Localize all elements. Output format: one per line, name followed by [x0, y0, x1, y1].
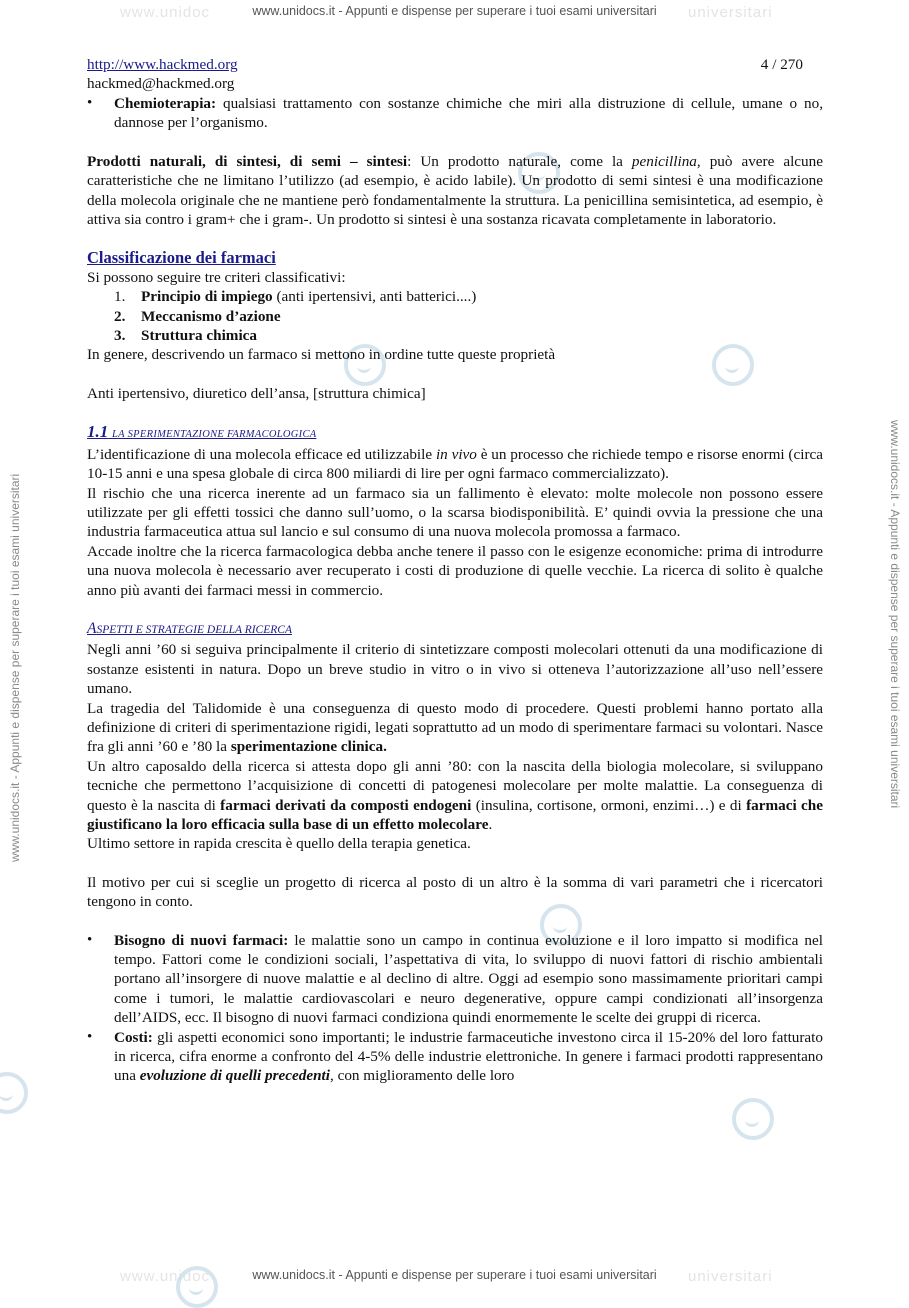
sperimentazione-paragraph-3: Accade inoltre che la ricerca farmacologica debba anche tenere il passo con le esigenze economiche: prima di introdurre una nuova molecola è necessario aver recuperato i costi di produzione di quelle vecchie. La ricerca di solito è qualche anno più avanti dei farmaci messi in commercio. — [87, 542, 823, 599]
list-item: 1. Principio di impiego (anti ipertensivi, anti batterici....) — [114, 288, 477, 306]
chemioterapia-bullet: • Chemioterapia: qualsiasi trattamento con sostanze chimiche che miri alla distruzione di cellule, umane o no, dannose per l’organismo. — [87, 94, 823, 133]
sperimentazione-paragraph-2: Il rischio che una ricerca inerente ad un farmaco sia un fallimento è elevato: molte molecole non possono essere utilizzate per gli effetti tossici che danno sull’uomo, o la scarsa biodisponibilità. E’ quindi ovvia la pressione che una industria farmaceutica attua sul lancio e sul consumo di una nuova molecola promossa a farmaco. — [87, 484, 823, 541]
top-banner: www.unidocs.it - Appunti e dispense per superare i tuoi esami universitari — [252, 4, 657, 18]
criteria-list — [87, 287, 823, 345]
classificazione-after: In genere, descrivendo un farmaco si mettono in ordine tutte queste proprietà — [87, 346, 556, 364]
aspetti-paragraph-1: Negli anni ’60 si seguiva principalmente il criterio di sintetizzare composti molecolari ottenuti da una modificazione di sostanze esistenti in natura. Dopo un breve studio in vitro o in vivo si otteneva l’autorizzazione all’uso nell’essere umano. — [87, 641, 823, 698]
bisogno-bullet: • Bisogno di nuovi farmaci: le malattie sono un campo in continua evoluzione e il loro impatto si modifica nel tempo. Fattori come le condizioni sociali, l’aspettativa di vita, lo sviluppo di nuovi fattori di rischio ambientali portano all’insorgere di nuove malattie e al declino di altre. Oggi ad esempio sono massimamente prioritari campi come i tumori, le malattie cardiovascolari e neuro degenerative, oppure campi condizionati all’insorgenza dell’AIDS, ecc. Il bisogno di nuovi farmaci condiziona quindi enormemente le scelte dei gruppi di ricerca. — [87, 931, 823, 1028]
aspetti-paragraph-3: Un altro caposaldo della ricerca si attesta dopo gli anni ’80: con la nascita della biologia molecolare, si sviluppano tecniche che permettono l’acquisizione di concetti di patogenesi molecolare per molte malattie. La conseguenza di questo è la nascita di farmaci derivati da composti endogeni (insulina, cortisone, ormoni, enzimi…) e di farmaci che giustificano la loro efficacia sulla base di un effetto molecolare. — [87, 757, 823, 833]
aspetti-paragraph-5: Il motivo per cui si sceglie un progetto di ricerca al posto di un altro è la somma di vari parametri che i ricercatori tengono in conto. — [87, 873, 823, 911]
classificazione-example: Anti ipertensivo, diuretico dell’ansa, [struttura chimica] — [87, 384, 426, 402]
classificazione-intro: Si possono seguire tre criteri classificativi: — [87, 268, 346, 286]
watermark-logo-icon — [0, 1072, 28, 1114]
watermark-logo-icon — [176, 1266, 218, 1308]
watermark-ghost-text: www.unidoc — [120, 4, 211, 21]
watermark-ghost-text: universitari — [688, 1268, 773, 1285]
watermark-ghost-text: universitari — [688, 4, 773, 21]
list-item: 3. Struttura chimica — [114, 327, 257, 345]
list-item: 2. Meccanismo d’azione — [114, 307, 281, 325]
bottom-banner: www.unidocs.it - Appunti e dispense per superare i tuoi esami universitari — [252, 1268, 657, 1282]
classificazione-heading: Classificazione dei farmaci — [87, 248, 276, 268]
aspetti-heading: ASPETTI E STRATEGIE DELLA RICERCA — [87, 619, 292, 637]
page-header — [87, 55, 823, 94]
left-side-banner: www.unidocs.it - Appunti e dispense per superare i tuoi esami universitari — [8, 473, 22, 862]
aspetti-paragraph-4: Ultimo settore in rapida crescita è quello della terapia genetica. — [87, 835, 471, 853]
sperimentazione-paragraph-1: L’identificazione di una molecola efficace ed utilizzabile in vivo è un processo che richiede tempo e risorse enormi (circa 10-15 anni e una spesa globale di circa 800 miliardi di lire per ogni farmaco commercializzato). — [87, 445, 823, 483]
contact-email: hackmed@hackmed.org — [87, 75, 235, 93]
page-content — [87, 55, 823, 1086]
site-link[interactable]: http://www.hackmed.org — [87, 56, 238, 73]
aspetti-paragraph-2: La tragedia del Talidomide è una conseguenza di questo modo di procedere. Questi problemi hanno portato alla definizione di criteri di sperimentazione rigidi, legati soprattutto ad un modo di sperimentare farmaci su volontari. Nasce fra gli anni ’60 e ’80 la sperimentazione clinica. — [87, 699, 823, 756]
watermark-ghost-text: www.unidoc — [120, 1268, 211, 1285]
costi-bullet: • Costi: gli aspetti economici sono importanti; le industrie farmaceutiche investono circa il 15-20% del loro fatturato in ricerca, cifra enorme a confronto del 4-5% delle industrie elettroniche. In genere i farmaci prodotti rappresentano una evoluzione di quelli precedenti, con miglioramento delle loro — [87, 1028, 823, 1086]
right-side-banner: www.unidocs.it - Appunti e dispense per superare i tuoi esami universitari — [888, 420, 902, 809]
prodotti-paragraph: Prodotti naturali, di sintesi, di semi – sintesi: Un prodotto naturale, come la penicillina, può avere alcune caratteristiche che ne limitano l’utilizzo (ad esempio, è acido labile). Un prodotto di semi sintesi è una modificazione della molecola originale che ne mantiene però fondamentalmente la struttura. La penicillina semisintetica, ad esempio, è attiva sia contro i gram+ che i gram-. Un prodotto si sintesi è una sostanza ricavata completamente in laboratorio. — [87, 152, 823, 229]
page-number: 4 / 270 — [760, 56, 803, 73]
sperimentazione-heading: 1.1 LA SPERIMENTAZIONE FARMACOLOGICA — [87, 422, 317, 442]
watermark-logo-icon — [732, 1098, 774, 1140]
